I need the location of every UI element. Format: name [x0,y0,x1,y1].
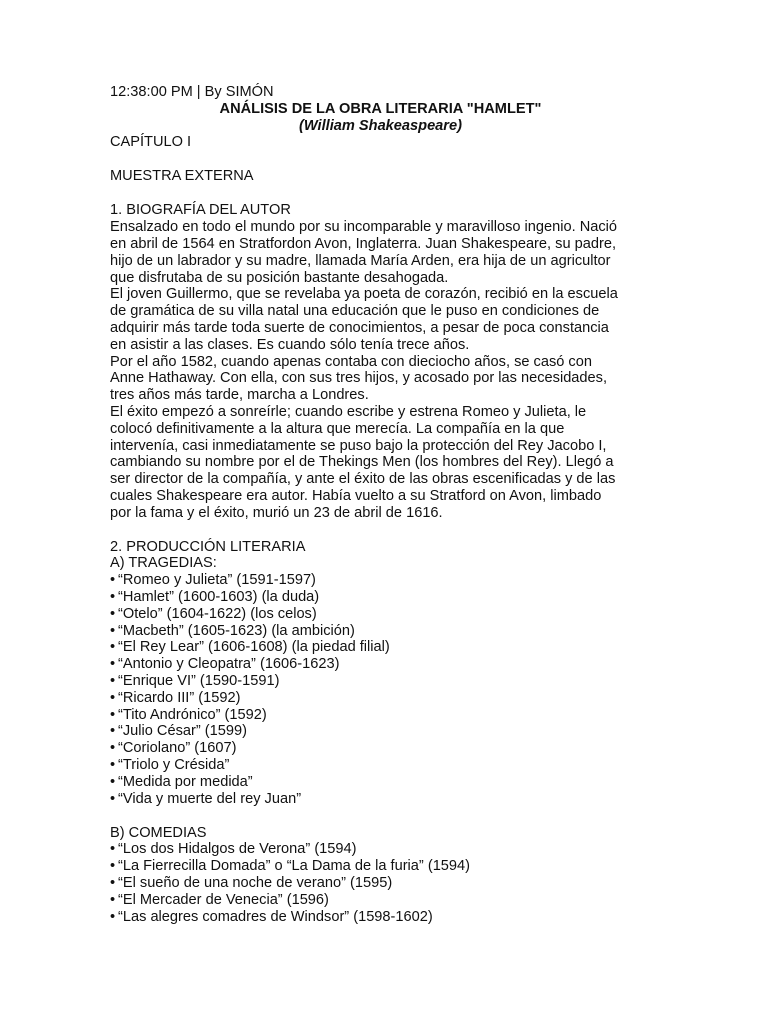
biography-line: Anne Hathaway. Con ella, con sus tres hijos, y acosado por las necesidades, [110,370,608,387]
list-item: • “Hamlet” (1600-1603) (la duda) [110,589,670,606]
biography-heading: 1. BIOGRAFÍA DEL AUTOR [110,202,291,219]
list-item: • “El Rey Lear” (1606-1608) (la piedad filial) [110,639,670,656]
biography-line: Por el año 1582, cuando apenas contaba con dieciocho años, se casó con [110,353,592,370]
biography-line: en abril de 1564 en Stratfordon Avon, Inglaterra. Juan Shakespeare, su padre, [110,235,616,252]
list-item: • “Tito Andrónico” (1592) [110,707,670,724]
production-heading: 2. PRODUCCIÓN LITERARIA [110,538,306,555]
biography-line: cambiando su nombre por el de Thekings Men (los hombres del Rey). Llegó a [110,454,614,471]
list-item: • “Medida por medida” [110,774,670,791]
list-item: • “La Fierrecilla Domada” o “La Dama de la furia” (1594) [110,858,670,875]
list-item: • “Las alegres comadres de Windsor” (1598-1602) [110,909,670,926]
biography-line: que disfrutaba de su posición bastante desahogada. [110,269,449,286]
biography-line: intervenía, casi inmediatamente se puso bajo la protección del Rey Jacobo I, [110,437,607,454]
comedies-heading: B) COMEDIAS [110,824,207,841]
biography-line: tres años más tarde, marcha a Londres. [110,387,369,404]
spacer [110,522,670,539]
biography-line: adquirir más tarde toda suerte de conocimientos, a pesar de poca constancia [110,319,609,336]
spacer [110,185,670,202]
list-item: • “Los dos Hidalgos de Verona” (1594) [110,841,670,858]
biography-line: ser director de la compañía, y ante el éxito de las obras escenificadas y de las [110,471,616,488]
spacer [110,151,670,168]
list-item: • “Ricardo III” (1592) [110,690,670,707]
list-item: • “Macbeth” (1605-1623) (la ambición) [110,623,670,640]
biography-line: de gramática de su villa natal una educación que le puso en condiciones de [110,303,600,320]
biography-line: por la fama y el éxito, murió un 23 de abril de 1616. [110,504,443,521]
comedies-list [110,841,670,925]
biography-line: Ensalzado en todo el mundo por su incomparable y maravilloso ingenio. Nació [110,219,618,236]
biography-line: hijo de un labrador y su madre, llamada María Arden, era hija de un agricultor [110,252,611,269]
list-item: • “Antonio y Cleopatra” (1606-1623) [110,656,670,673]
list-item: • “Triolo y Crésida” [110,757,670,774]
biography-line: cuales Shakespeare era autor. Había vuelto a su Stratford on Avon, limbado [110,487,602,504]
biography-line: El éxito empezó a sonreírle; cuando escribe y estrena Romeo y Julieta, le [110,403,587,420]
biography-text [110,219,670,521]
document-title: ANÁLISIS DE LA OBRA LITERARIA "HAMLET" [219,100,542,117]
list-item: • “Romeo y Julieta” (1591-1597) [110,572,670,589]
biography-line: en asistir a las clases. Es cuando sólo tenía trece años. [110,336,470,353]
list-item: • “El Mercader de Venecia” (1596) [110,892,670,909]
list-item: • “Otelo” (1604-1622) (los celos) [110,606,670,623]
section-heading: MUESTRA EXTERNA [110,168,254,185]
list-item: • “Vida y muerte del rey Juan” [110,791,670,808]
list-item: • “Julio César” (1599) [110,723,670,740]
document-subtitle: (William Shakeaspeare) [299,117,462,134]
post-meta: 12:38:00 PM | By SIMÓN [110,84,274,100]
tragedies-list [110,572,670,807]
biography-line: colocó definitivamente a la altura que merecía. La compañía en la que [110,420,565,437]
spacer [110,807,670,824]
biography-line: El joven Guillermo, que se revelaba ya poeta de corazón, recibió en la escuela [110,286,618,303]
list-item: • “Coriolano” (1607) [110,740,670,757]
list-item: • “El sueño de una noche de verano” (1595) [110,875,670,892]
chapter-heading: CAPÍTULO I [110,134,192,151]
tragedies-heading: A) TRAGEDIAS: [110,555,217,572]
document-page [110,84,670,925]
list-item: • “Enrique VI” (1590-1591) [110,673,670,690]
